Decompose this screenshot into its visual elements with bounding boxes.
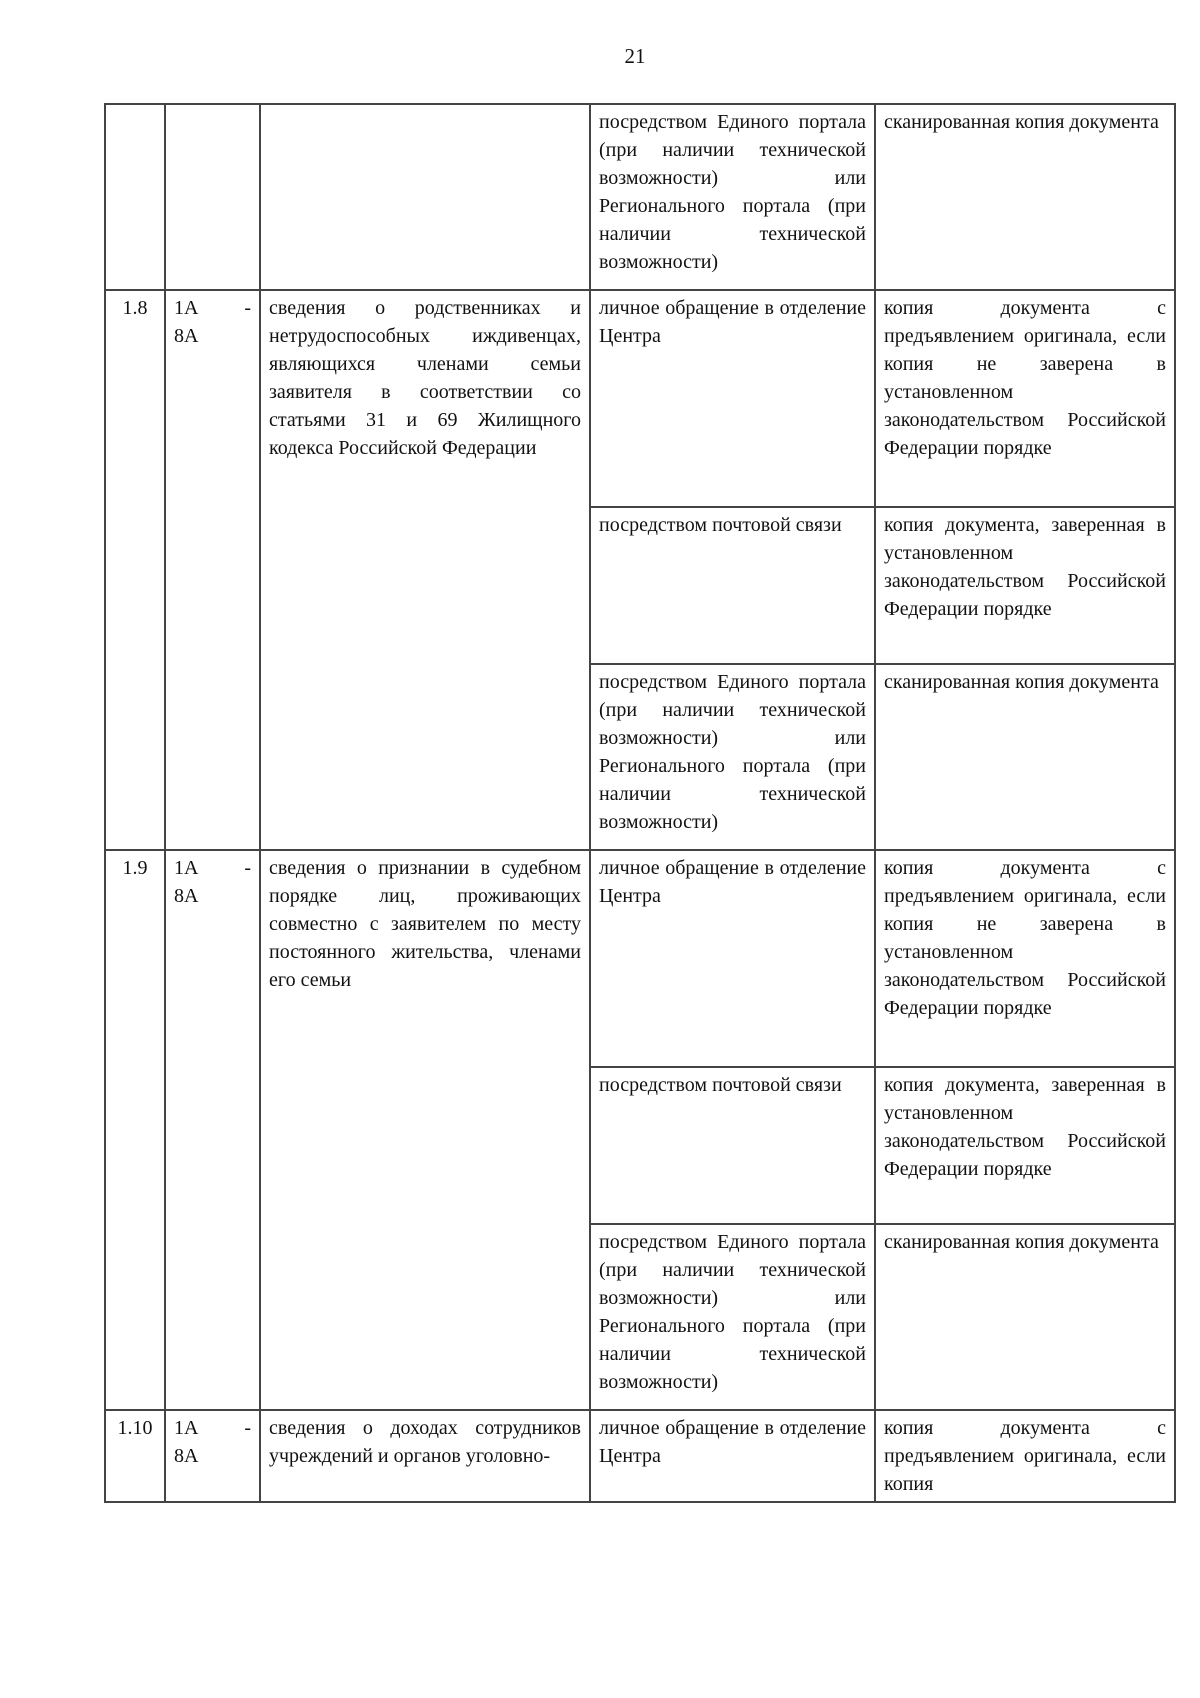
document-requirement: сканированная копия документа <box>875 664 1175 850</box>
submission-method: личное обращение в отделение Центра <box>590 1410 875 1502</box>
submission-method: посредством почтовой связи <box>590 1067 875 1224</box>
document-requirement: копия документа, заверенная в установленном законодательством Российской Федерации порядке <box>875 1067 1175 1224</box>
row-number: 1.9 <box>105 850 165 1410</box>
submission-method: личное обращение в отделение Центра <box>590 850 875 1067</box>
row-number: 1.10 <box>105 1410 165 1502</box>
document-requirement: сканированная копия документа <box>875 104 1175 290</box>
table-row <box>105 850 1175 1067</box>
table-row <box>105 290 1175 507</box>
document-requirement: сканированная копия документа <box>875 1224 1175 1410</box>
row-number: 1.8 <box>105 290 165 850</box>
document-requirement: копия документа, заверенная в установленном законодательством Российской Федерации порядке <box>875 507 1175 664</box>
page-number: 21 <box>624 44 646 68</box>
document-requirement: копия документа с предъявлением оригинала, если копия <box>875 1410 1175 1502</box>
document-description: сведения о признании в судебном порядке лиц, проживающих совместно с заявителем по месту постоянного жительства, членами его семьи <box>260 850 590 1410</box>
submission-method: личное обращение в отделение Центра <box>590 290 875 507</box>
submission-method: посредством Единого портала (при наличии технической возможности) или Регионального портала (при наличии технической возможности) <box>590 1224 875 1410</box>
table-row <box>105 104 1175 290</box>
submission-method: посредством почтовой связи <box>590 507 875 664</box>
document-description: сведения о доходах сотрудников учреждений и органов уголовно- <box>260 1410 590 1502</box>
submission-method: посредством Единого портала (при наличии технической возможности) или Регионального портала (при наличии технической возможности) <box>590 104 875 290</box>
document-requirement: копия документа с предъявлением оригинала, если копия не заверена в установленном законодательством Российской Федерации порядке <box>875 850 1175 1067</box>
category-code: 1А - 8А <box>165 850 260 1410</box>
category-code: 1А - 8А <box>165 1410 260 1502</box>
table-row <box>105 1410 1175 1502</box>
document-description: сведения о родственниках и нетрудоспособных иждивенцах, являющихся членами семьи заявителя в соответствии со статьями 31 и 69 Жилищного кодекса Российской Федерации <box>260 290 590 850</box>
category-code: 1А - 8А <box>165 290 260 850</box>
documents-table <box>104 103 1176 1503</box>
document-requirement: копия документа с предъявлением оригинала, если копия не заверена в установленном законодательством Российской Федерации порядке <box>875 290 1175 507</box>
submission-method: посредством Единого портала (при наличии технической возможности) или Регионального портала (при наличии технической возможности) <box>590 664 875 850</box>
